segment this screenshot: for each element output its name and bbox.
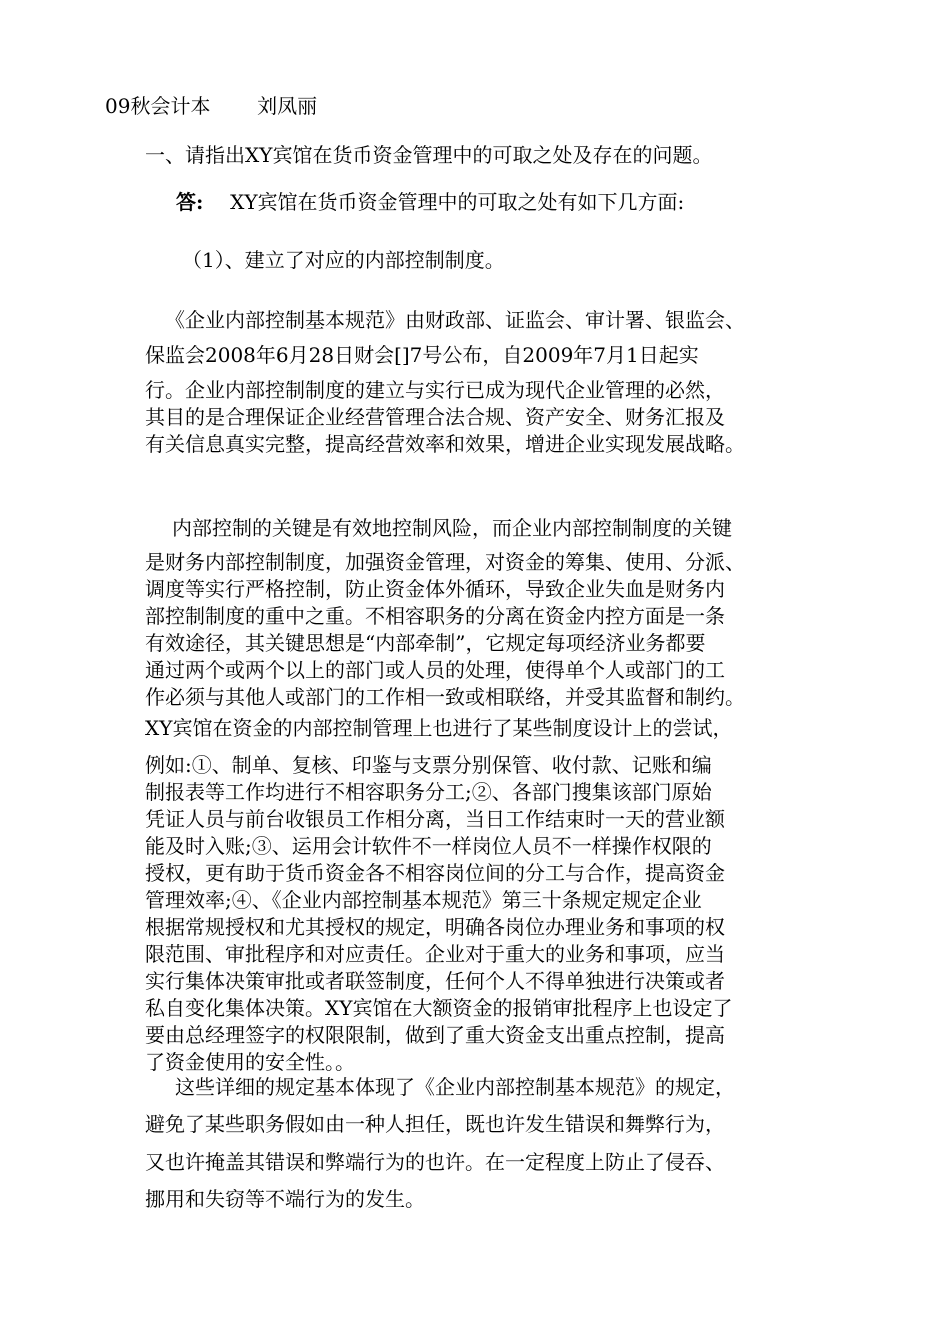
para1-line: 保监会2008年6月28日财会[]7号公布，自2009年7月1日起实 — [145, 343, 699, 367]
answer-intro: XY宾馆在货币资金管理中的可取之处有如下几方面: — [230, 190, 685, 214]
para2-line: 通过两个或两个以上的部门或人员的处理，使得单个人或部门的工 — [145, 658, 725, 682]
para3-line: XY宾馆在资金的内部控制管理上也进行了某些制度设计上的尝试， — [145, 716, 733, 740]
header-line — [105, 93, 317, 119]
para3-line: 了资金使用的安全性。。 — [145, 1050, 355, 1074]
para1-line: 《企业内部控制基本规范》由财政部、证监会、审计署、银监会、 — [165, 308, 745, 332]
para3-line: 能及时入账;③、运用会计软件不一样岗位人员不一样操作权限的 — [145, 834, 712, 858]
class-label: 09秋会计本 — [105, 94, 211, 118]
para2-line: 部控制制度的重中之重。不相容职务的分离在资金内控方面是一条 — [145, 604, 725, 628]
para4-line: 避免了某些职务假如由一种人担任，既也许发生错误和舞弊行为， — [145, 1112, 725, 1136]
para4-line: 挪用和失窃等不端行为的发生。 — [145, 1187, 425, 1211]
answer-line — [176, 189, 684, 215]
para2-line: 调度等实行严格控制，防止资金体外循环，导致企业失血是财务内 — [145, 577, 725, 601]
para2-line: 有效途径，其关键思想是“内部牵制”，它规定每项经济业务都要 — [145, 631, 706, 655]
para3-line: 凭证人员与前台收银员工作相分离，当日工作结束时一天的营业额 — [145, 807, 725, 831]
para1-line: 行。企业内部控制制度的建立与实行已成为现代企业管理的必然， — [145, 378, 725, 402]
para2-line: 是财务内部控制制度，加强资金管理，对资金的筹集、使用、分派、 — [145, 550, 745, 574]
para3-line: 制报表等工作均进行不相容职务分工;②、各部门搜集该部门原始 — [145, 780, 712, 804]
para3-line: 要由总经理签字的权限限制，做到了重大资金支出重点控制，提高 — [145, 1023, 725, 1047]
para3-line: 实行集体决策审批或者联签制度，任何个人不得单独进行决策或者 — [145, 969, 725, 993]
para3-line: 私自变化集体决策。XY宾馆在大额资金的报销审批程序上也设定了 — [145, 996, 733, 1020]
point-1-heading: （1）、建立了对应的内部控制制度。 — [182, 248, 505, 272]
para1-line: 有关信息真实完整，提高经营效率和效果，增进企业实现发展战略。 — [145, 432, 745, 456]
para4-line: 这些详细的规定基本体现了《企业内部控制基本规范》的规定， — [175, 1075, 735, 1099]
answer-label: 答: — [176, 190, 204, 214]
para3-line: 例如:①、制单、复核、印鉴与支票分别保管、收付款、记账和编 — [145, 753, 712, 777]
para2-line: 作必须与其他人或部门的工作相一致或相联络，并受其监督和制约。 — [145, 685, 745, 709]
para3-line: 授权，更有助于货币资金各不相容岗位间的分工与合作，提高资金 — [145, 861, 725, 885]
para2-line: 内部控制的关键是有效地控制风险，而企业内部控制制度的关键 — [172, 516, 732, 540]
author-name: 刘凤丽 — [257, 94, 318, 118]
para3-line: 管理效率;④、《企业内部控制基本规范》第三十条规定规定企业 — [145, 888, 702, 912]
para4-line: 又也许掩盖其错误和弊端行为的也许。在一定程度上防止了侵吞、 — [145, 1150, 725, 1174]
para3-line: 根据常规授权和尤其授权的规定，明确各岗位办理业务和事项的权 — [145, 915, 725, 939]
para3-line: 限范围、审批程序和对应责任。企业对于重大的业务和事项，应当 — [145, 942, 725, 966]
question-heading: 一、请指出XY宾馆在货币资金管理中的可取之处及存在的问题。 — [145, 143, 713, 167]
para1-line: 其目的是合理保证企业经营管理合法合规、资产安全、财务汇报及 — [145, 405, 725, 429]
